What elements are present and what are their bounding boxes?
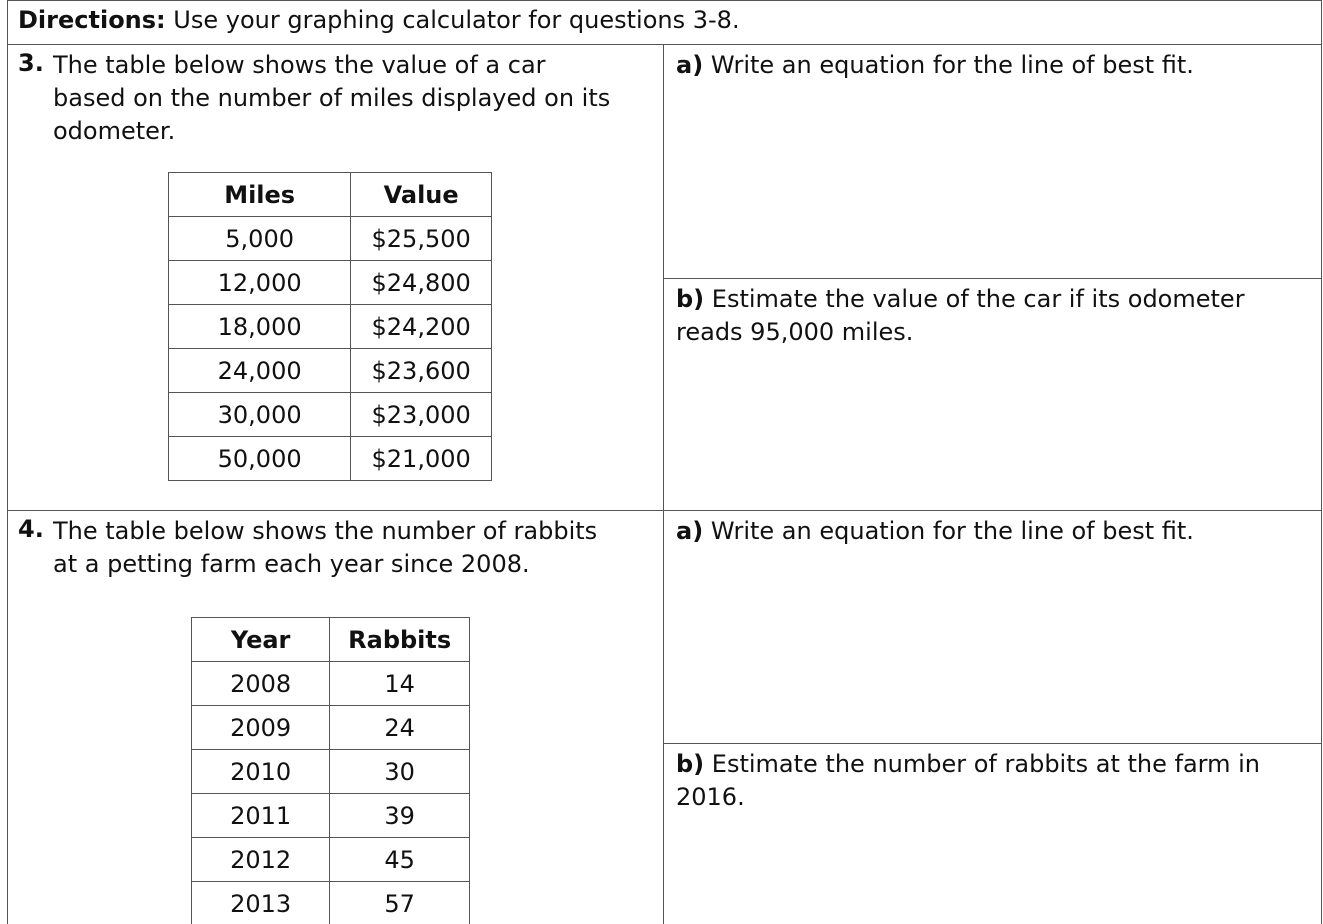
question-3a-answer-box[interactable] xyxy=(663,44,1322,279)
table-cell: $23,000 xyxy=(351,393,492,437)
question-4-text: The table below shows the number of rabbits at a petting farm each year since 2008. xyxy=(53,517,598,578)
table-row xyxy=(169,437,492,481)
table-row xyxy=(169,349,492,393)
column-header: Year xyxy=(192,618,330,662)
table-row xyxy=(169,261,492,305)
column-header: Miles xyxy=(169,173,351,217)
question-4-panel xyxy=(7,510,664,924)
question-4a-answer-box[interactable] xyxy=(663,510,1322,744)
table-cell: 30 xyxy=(330,750,470,794)
table-cell: 39 xyxy=(330,794,470,838)
worksheet xyxy=(7,0,1322,924)
table-row xyxy=(169,393,492,437)
question-3-number: 3. xyxy=(18,49,44,77)
part-a-label: a) xyxy=(676,51,704,79)
table-cell: 2011 xyxy=(192,794,330,838)
table-cell: 18,000 xyxy=(169,305,351,349)
table-row xyxy=(169,217,492,261)
table-cell: $24,800 xyxy=(351,261,492,305)
table-cell: 12,000 xyxy=(169,261,351,305)
table-cell: 2008 xyxy=(192,662,330,706)
table-row xyxy=(169,305,492,349)
question-3-table xyxy=(168,172,492,481)
table-cell: 50,000 xyxy=(169,437,351,481)
directions-label: Directions: xyxy=(18,6,166,34)
question-3-panel xyxy=(7,44,664,511)
column-header: Rabbits xyxy=(330,618,470,662)
question-3b-answer-box[interactable] xyxy=(663,278,1322,511)
part-a-prompt: Write an equation for the line of best fit. xyxy=(710,51,1194,79)
table-cell: 5,000 xyxy=(169,217,351,261)
directions-row xyxy=(7,0,1322,45)
table-cell: 14 xyxy=(330,662,470,706)
table-row xyxy=(192,662,470,706)
table-cell: 2010 xyxy=(192,750,330,794)
table-row xyxy=(192,838,470,882)
part-a-prompt: Write an equation for the line of best fit. xyxy=(710,517,1194,545)
table-cell: $25,500 xyxy=(351,217,492,261)
question-3-text: The table below shows the value of a car based on the number of miles displayed on its odometer. xyxy=(53,51,611,145)
table-cell: 45 xyxy=(330,838,470,882)
table-cell: 24 xyxy=(330,706,470,750)
table-cell: 24,000 xyxy=(169,349,351,393)
part-b-prompt: Estimate the value of the car if its odometer reads 95,000 miles. xyxy=(676,285,1245,346)
question-4b-answer-box[interactable] xyxy=(663,743,1322,924)
part-a-label: a) xyxy=(676,517,704,545)
part-b-label: b) xyxy=(676,285,705,313)
question-4-number: 4. xyxy=(18,515,44,543)
table-cell: $24,200 xyxy=(351,305,492,349)
question-4-table xyxy=(191,617,470,924)
directions-text: Use your graphing calculator for questions 3-8. xyxy=(173,6,740,34)
table-header-row xyxy=(192,618,470,662)
table-row xyxy=(192,750,470,794)
table-row xyxy=(192,794,470,838)
table-cell: 30,000 xyxy=(169,393,351,437)
table-cell: 57 xyxy=(330,882,470,924)
table-cell: 2012 xyxy=(192,838,330,882)
table-cell: $23,600 xyxy=(351,349,492,393)
part-b-label: b) xyxy=(676,750,705,778)
table-cell: 2013 xyxy=(192,882,330,924)
part-b-prompt: Estimate the number of rabbits at the farm in 2016. xyxy=(676,750,1261,811)
table-header-row xyxy=(169,173,492,217)
table-row xyxy=(192,706,470,750)
column-header: Value xyxy=(351,173,492,217)
table-row xyxy=(192,882,470,924)
table-cell: $21,000 xyxy=(351,437,492,481)
table-cell: 2009 xyxy=(192,706,330,750)
